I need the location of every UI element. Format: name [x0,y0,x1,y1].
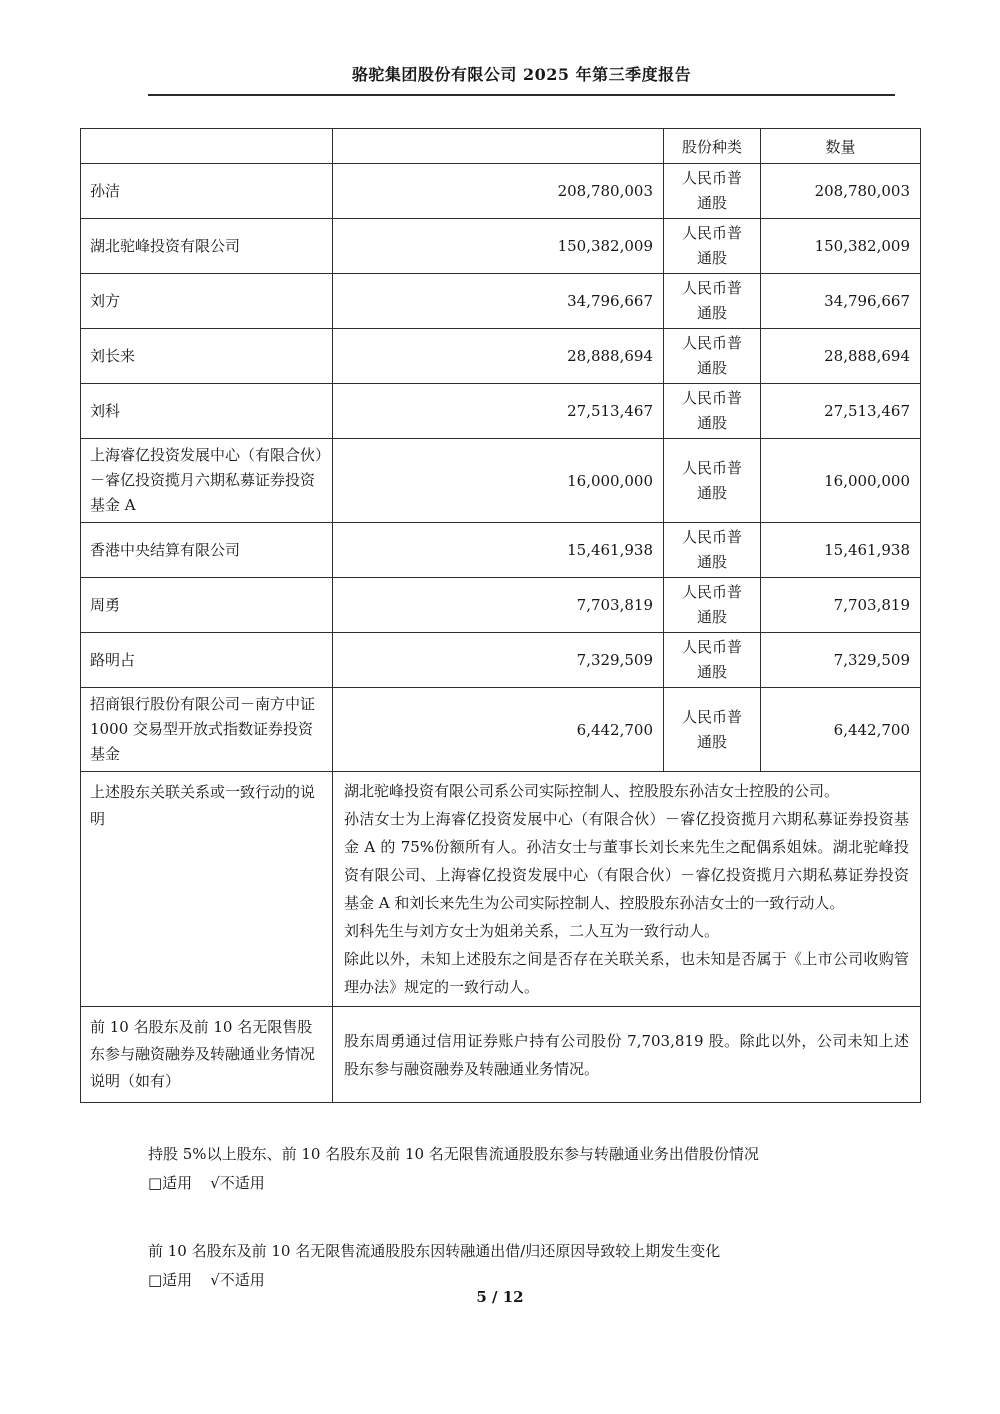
table-row [81,164,921,219]
share-type-cell: 人民币普通股 [664,688,761,772]
table-row [81,384,921,439]
table-row [81,329,921,384]
relation-note-row [81,772,921,1007]
table-row [81,578,921,633]
header-cell-name [81,129,333,164]
shareholder-name-cell: 湖北驼峰投资有限公司 [81,219,333,274]
header-cell-quantity: 数量 [761,129,921,164]
quantity-cell: 7,329,509 [761,633,921,688]
quantity-cell: 150,382,009 [761,219,921,274]
quantity-cell: 34,796,667 [761,274,921,329]
share-type-cell: 人民币普通股 [664,523,761,578]
quantity-cell: 28,888,694 [761,329,921,384]
table-row [81,219,921,274]
table-row [81,274,921,329]
share-type-cell: 人民币普通股 [664,439,761,523]
holding-count-cell: 15,461,938 [333,523,664,578]
table-row [81,633,921,688]
share-type-cell: 人民币普通股 [664,329,761,384]
holding-count-cell: 34,796,667 [333,274,664,329]
section-lending-status [148,1141,890,1196]
header-cell-share-type: 股份种类 [664,129,761,164]
relation-note-paragraph: 孙洁女士为上海睿亿投资发展中心（有限合伙）－睿亿投资揽月六期私募证券投资基金 A 的 75%份额所有人。孙洁女士与董事长刘长来先生之配偶系姐妹。湖北驼峰投资有限公司、上海睿亿投资发展中心（有限合伙）－睿亿投资揽月六期私募证券投资基金 A 和刘长来先生为公司实际控制人、控股股东孙洁女士的一致行动人。 [344,810,909,912]
shareholder-name-cell: 孙洁 [81,164,333,219]
holding-count-cell: 27,513,467 [333,384,664,439]
share-type-cell: 人民币普通股 [664,384,761,439]
relation-note-paragraph: 除此以外，未知上述股东之间是否存在关联关系，也未知是否属于《上市公司收购管理办法》规定的一致行动人。 [344,950,909,996]
relation-note-paragraph: 刘科先生与刘方女士为姐弟关系，二人互为一致行动人。 [344,922,720,940]
financing-note-label: 前 10 名股东及前 10 名无限售股东参与融资融券及转融通业务情况说明（如有） [81,1007,333,1103]
check-not-applicable: √不适用 [210,1271,265,1289]
table-row [81,688,921,772]
shareholder-name-cell: 刘科 [81,384,333,439]
section-title: 前 10 名股东及前 10 名无限售流通股股东因转融通出借/归还原因导致较上期发生变化 [148,1242,721,1260]
holding-count-cell: 7,703,819 [333,578,664,633]
shareholder-name-cell: 周勇 [81,578,333,633]
shareholder-name-cell: 刘方 [81,274,333,329]
relation-note-label: 上述股东关联关系或一致行动的说明 [81,772,333,1007]
checkbox-applicable: □适用 [148,1174,193,1192]
share-type-cell: 人民币普通股 [664,164,761,219]
share-type-cell: 人民币普通股 [664,274,761,329]
table-row [81,439,921,523]
section-lending-change [148,1238,890,1293]
quantity-cell: 208,780,003 [761,164,921,219]
holding-count-cell: 16,000,000 [333,439,664,523]
quantity-cell: 15,461,938 [761,523,921,578]
holding-count-cell: 208,780,003 [333,164,664,219]
page-number: 5 / 12 [476,1288,524,1306]
share-type-cell: 人民币普通股 [664,633,761,688]
quantity-cell: 27,513,467 [761,384,921,439]
share-type-cell: 人民币普通股 [664,219,761,274]
shareholder-name-cell: 路明占 [81,633,333,688]
shareholder-name-cell: 香港中央结算有限公司 [81,523,333,578]
document-title: 骆驼集团股份有限公司 2025 年第三季度报告 [351,65,692,84]
applicability-options [148,1170,890,1196]
document-header [148,62,895,96]
holding-count-cell: 28,888,694 [333,329,664,384]
holding-count-cell: 6,442,700 [333,688,664,772]
holding-count-cell: 150,382,009 [333,219,664,274]
relation-note-paragraph: 湖北驼峰投资有限公司系公司实际控制人、控股股东孙洁女士控股的公司。 [344,782,840,800]
table-header-row [81,129,921,164]
shareholders-table [80,128,921,1103]
quantity-cell: 16,000,000 [761,439,921,523]
shareholder-name-cell: 刘长来 [81,329,333,384]
shareholder-name-cell: 招商银行股份有限公司－南方中证 1000 交易型开放式指数证券投资基金 [81,688,333,772]
relation-note-text [333,772,921,1007]
check-not-applicable: √不适用 [210,1174,265,1192]
section-title: 持股 5%以上股东、前 10 名股东及前 10 名无限售流通股股东参与转融通业务出借股份情况 [148,1145,759,1163]
financing-note-text: 股东周勇通过信用证券账户持有公司股份 7,703,819 股。除此以外，公司未知上述股东参与融资融券及转融通业务情况。 [333,1007,921,1103]
checkbox-applicable: □适用 [148,1271,193,1289]
quantity-cell: 7,703,819 [761,578,921,633]
quantity-cell: 6,442,700 [761,688,921,772]
table-row [81,523,921,578]
share-type-cell: 人民币普通股 [664,578,761,633]
shareholder-name-cell: 上海睿亿投资发展中心（有限合伙）－睿亿投资揽月六期私募证券投资基金 A [81,439,333,523]
holding-count-cell: 7,329,509 [333,633,664,688]
financing-note-row [81,1007,921,1103]
header-cell-holding [333,129,664,164]
